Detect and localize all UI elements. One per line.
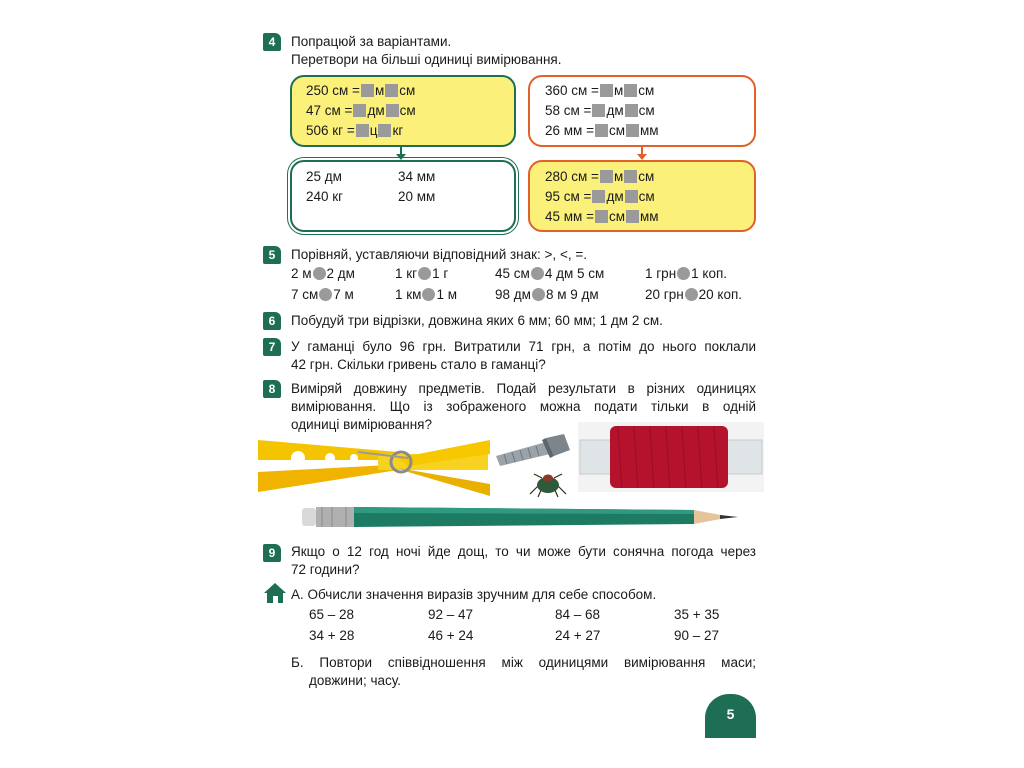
unit-text: см [638,103,655,118]
expression: 35 + 35 [674,607,720,622]
unit-text: дм [367,103,385,118]
unit-text: см [638,169,655,184]
left-value: 1 грн [645,266,677,281]
task-9-number: 9 [263,544,281,562]
expression: 46 + 24 [428,628,474,643]
left-value: 7 см [291,287,319,302]
expression: 24 + 27 [555,628,601,643]
comparison-item [395,287,457,302]
right-value: 8 м 9 дм [545,287,599,302]
answer-box[interactable] [626,210,639,223]
clothespin-image [258,430,492,496]
variant-a-row [306,103,416,118]
variant-c-value: 25 дм [306,169,342,184]
variant-c-value: 34 мм [398,169,436,184]
task-5-number: 5 [263,246,281,264]
answer-box[interactable] [600,84,613,97]
beetle-image [528,472,568,498]
comparison-item [645,287,742,302]
value-text: 360 см = [545,83,599,98]
comparison-sign-slot[interactable] [531,267,544,280]
value-text: 47 см = [306,103,353,118]
unit-text: мм [640,123,659,138]
value-text: 280 см = [545,169,599,184]
answer-box[interactable] [353,104,366,117]
task-4-number: 4 [263,33,281,51]
comparison-item [495,266,604,281]
left-value: 98 дм [495,287,531,302]
task-6-number: 6 [263,312,281,330]
variant-c-value: 20 мм [398,189,436,204]
expression: 65 – 28 [309,607,355,622]
arrow-down-orange-icon [635,147,649,161]
unit-text: см [608,123,625,138]
task-8-line-3: одиниці вимірювання? [291,417,432,432]
value-text: 506 кг = [306,123,355,138]
task-5-title: Порівняй, уставляючи відповідний знак: >, <, =. [291,247,587,262]
variant-d-row [545,189,655,204]
answer-box[interactable] [625,104,638,117]
variant-b-row [545,83,654,98]
comparison-item [291,266,355,281]
unit-text: см [399,103,416,118]
answer-box[interactable] [356,124,369,137]
unit-text: кг [392,123,404,138]
task-4-title: Попрацюй за варіантами. [291,34,452,49]
comparison-sign-slot[interactable] [313,267,326,280]
variant-a-row [306,123,403,138]
home-task-b-line-2: довжини; часу. [309,673,401,688]
answer-box[interactable] [624,84,637,97]
task-4-subtitle: Перетвори на більші одиниці вимірювання. [291,52,562,67]
right-value: 20 коп. [698,287,743,302]
home-task-b-line-1: Б. Повтори співвідношення між одиницями вимірювання маси; [291,655,756,670]
unit-text: ц [369,123,378,138]
answer-box[interactable] [592,190,605,203]
answer-box[interactable] [626,124,639,137]
answer-box[interactable] [592,104,605,117]
unit-text: см [608,209,625,224]
variant-c-value: 240 кг [306,189,344,204]
left-value: 1 кг [395,266,418,281]
right-value: 1 м [436,287,457,302]
unit-text: см [638,189,655,204]
expression: 90 – 27 [674,628,720,643]
right-value: 7 м [333,287,354,302]
comparison-item [645,266,727,281]
answer-box[interactable] [386,104,399,117]
variant-b-row [545,103,655,118]
expression: 84 – 68 [555,607,601,622]
answer-box[interactable] [385,84,398,97]
page-number-tab [705,694,756,738]
answer-box[interactable] [378,124,391,137]
comparison-sign-slot[interactable] [319,288,332,301]
unit-text: м [374,83,385,98]
task-9-line-1: Якщо о 12 год ночі йде дощ, то чи може бути сонячна погода через [291,544,756,559]
unit-text: дм [606,103,624,118]
right-value: 1 г [432,266,449,281]
value-text: 250 см = [306,83,360,98]
left-value: 2 м [291,266,312,281]
task-7-line-1: У гаманці було 96 грн. Витратили 71 грн, а потім до нього поклали [291,339,756,354]
task-8-line-2: вимірювання. Що із зображеного можна подати тільки в одній [291,399,756,414]
comparison-item [395,266,448,281]
variant-b-row [545,123,659,138]
task-7-line-2: 42 грн. Скільки гривень стало в гаманці? [291,357,546,372]
answer-box[interactable] [625,190,638,203]
comparison-sign-slot[interactable] [532,288,545,301]
answer-box[interactable] [595,210,608,223]
home-icon [263,582,287,604]
comparison-sign-slot[interactable] [418,267,431,280]
answer-box[interactable] [600,170,613,183]
unit-text: м [613,169,624,184]
left-value: 20 грн [645,287,684,302]
left-value: 1 км [395,287,422,302]
value-text: 26 мм = [545,123,594,138]
value-text: 95 см = [545,189,592,204]
variant-d-row [545,209,659,224]
variant-a-row [306,83,415,98]
bolt-image [494,432,572,468]
comparison-item [291,287,354,302]
comparison-sign-slot[interactable] [677,267,690,280]
page-number: 5 [726,706,735,722]
right-value: 1 коп. [691,266,728,281]
task-8-number: 8 [263,380,281,398]
task-7-number: 7 [263,338,281,356]
home-task-a-title: А. Обчисли значення виразів зручним для себе способом. [291,587,657,602]
arrow-down-green-icon [394,147,408,161]
task-8-line-1: Виміряй довжину предметів. Подай результати в різних одиницях [291,381,756,396]
unit-text: см [638,83,655,98]
value-text: 58 см = [545,103,592,118]
left-value: 45 см [495,266,530,281]
thread-spool-image [578,422,764,492]
unit-text: м [613,83,624,98]
right-value: 2 дм [326,266,355,281]
value-text: 45 мм = [545,209,594,224]
variant-d-row [545,169,654,184]
comparison-sign-slot[interactable] [422,288,435,301]
comparison-sign-slot[interactable] [685,288,698,301]
expression: 92 – 47 [428,607,474,622]
answer-box[interactable] [624,170,637,183]
pencil-image [302,502,740,532]
unit-text: мм [640,209,659,224]
unit-text: см [399,83,416,98]
unit-text: дм [606,189,624,204]
answer-box[interactable] [595,124,608,137]
task-6-text: Побудуй три відрізки, довжина яких 6 мм; 60 мм; 1 дм 2 см. [291,313,663,328]
comparison-item [495,287,599,302]
answer-box[interactable] [361,84,374,97]
right-value: 4 дм 5 см [544,266,605,281]
task-9-line-2: 72 години? [291,562,360,577]
expression: 34 + 28 [309,628,355,643]
